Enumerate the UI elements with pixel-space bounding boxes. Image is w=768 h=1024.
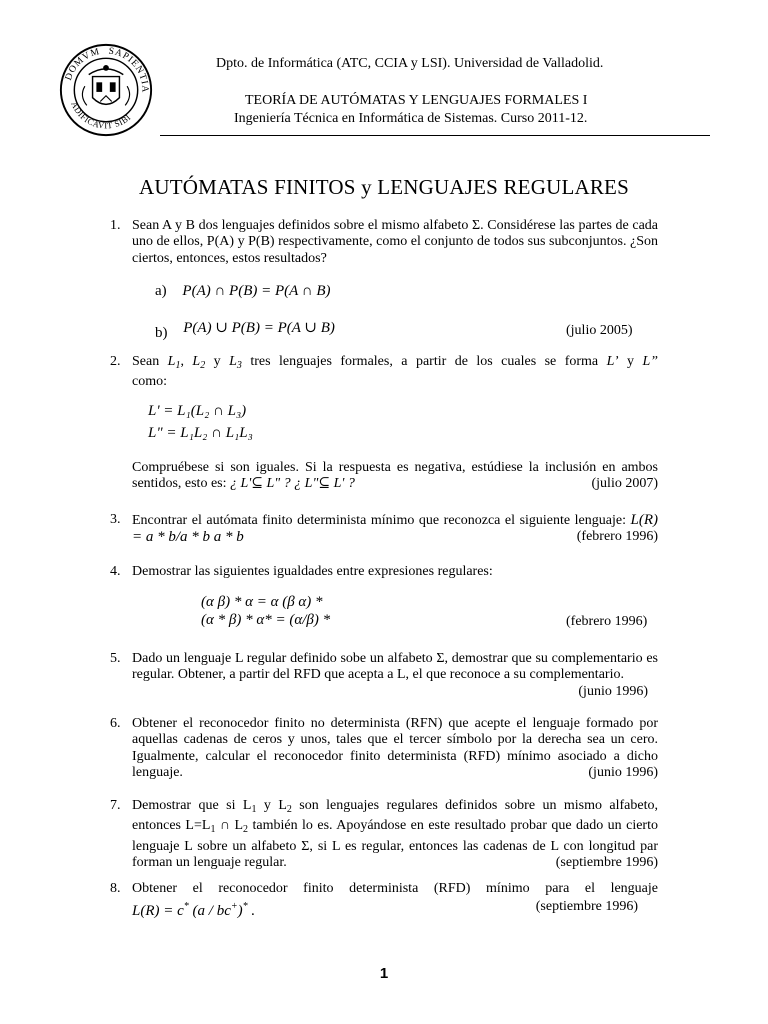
problem-text: Obtener el reconocedor finito no determinista (RFN) que acepte el lenguaje formado por aquellas cadenas de ceros y unos, tales que el tercer símbolo por la derecha sea un cero. Igualmente, calcular el reconocedor finito determinista (RFD) mínimo asociado a dicho lenguaje. <box>132 716 658 781</box>
item-label: a) <box>155 283 167 299</box>
problem-4-formula-1: (α β) * α = α (β α) * <box>201 594 323 610</box>
problem-text: Demostrar las siguientes igualdades entre expresiones regulares: <box>132 564 493 579</box>
header-divider <box>160 135 710 136</box>
problem-1-ref: (julio 2005) <box>566 323 633 338</box>
problem-text: Dado un lenguaje L regular definido sobe un alfabeto Σ, demostrar que su complementario es regular. Obtener, a partir del RFD que acepta a L, el que reconoce a su complementario. <box>132 651 658 683</box>
problem-number: 2. <box>110 354 121 369</box>
problem-formula: L(R) = c* (a / bc+)* . <box>132 901 256 920</box>
problem-number: 8. <box>110 881 121 896</box>
department-line: Dpto. de Informática (ATC, CCIA y LSI). Universidad de Valladolid. <box>216 56 604 71</box>
problem-number: 6. <box>110 716 121 731</box>
page-number: 1 <box>379 965 389 982</box>
problem-formula: L(R) = a * b/a * b a * b <box>132 512 659 546</box>
problem-1-item-b <box>155 318 335 341</box>
problem-2-formula-1: L' = L₁(L₂ ∩ L₃) <box>148 403 247 419</box>
problem-2-ref: (julio 2007) <box>591 476 658 492</box>
seal-text-bottom: ADIFICAVIT SIBI <box>69 100 133 131</box>
seal-text-top: SAPIENTIA <box>107 45 151 94</box>
problem-6 <box>110 716 658 782</box>
problem-8 <box>110 881 658 921</box>
problem-2-followup <box>110 460 658 493</box>
problem-text-cont: como: <box>132 374 167 390</box>
problem-3-ref: (febrero 1996) <box>576 529 658 545</box>
problem-text: Sean A y B dos lenguajes definidos sobre el mismo alfabeto Σ. Considérese las partes de cada uno de ellos, P(A) y P(B) respectivamente, como el conjunto de todos sus subconjuntos. ¿Son ciertos, entonces, estos resultados? <box>132 218 658 266</box>
item-formula: P(A) ∪ P(B) = P(A ∪ B) <box>183 320 335 336</box>
degree-line: Ingeniería Técnica en Informática de Sistemas. Curso 2011-12. <box>234 111 588 126</box>
problem-text: Encontrar el autómata finito determinista mínimo que reconozca el siguiente lenguaje: <box>132 513 626 528</box>
problem-5-ref: (junio 1996) <box>578 683 648 699</box>
problem-number: 7. <box>110 798 121 813</box>
problem-5 <box>110 651 658 700</box>
seal-text-left: DOMVM <box>62 45 102 82</box>
problem-7-ref: (septiembre 1996) <box>555 855 658 871</box>
problem-1 <box>110 218 658 267</box>
problem-text: Compruébese si son iguales. Si la respuesta es negativa, estúdiese la inclusión en ambos sentidos, esto es: <box>132 460 658 492</box>
problem-2 <box>110 354 658 391</box>
problem-4 <box>110 564 658 580</box>
item-label: b) <box>155 325 168 341</box>
problem-number: 5. <box>110 651 121 666</box>
problem-2-formula-2: L" = L₁L₂ ∩ L₁L₃ <box>148 425 253 441</box>
item-formula: P(A) ∩ P(B) = P(A ∩ B) <box>182 283 331 299</box>
problem-number: 3. <box>110 512 121 527</box>
problem-text: Obtener el reconocedor finito determinista (RFD) mínimo para el lenguaje <box>132 881 658 896</box>
problem-8-ref: (septiembre 1996) <box>535 899 638 915</box>
inclusion-question: ¿ L'⊆ L" ? ¿ L"⊆ L' ? <box>230 476 355 492</box>
problem-4-ref: (febrero 1996) <box>566 614 648 629</box>
problem-7: 7. Demostrar que si $L_1$ y $L_2$ son lenguajes regulares definidos sobre un mismo alfabeto, entonces $L=L_1$ ∩ $L_2$ también lo es. Apoyándose en este resultado probar que dado un cierto lenguaje L sobre un alfabeto Σ, si L es regular, entonces las cadenas de L con longitud par forman un lenguaje regular. (septiembre 1996) <box>110 798 658 871</box>
course-title: TEORÍA DE AUTÓMATAS Y LENGUAJES FORMALES I <box>245 93 588 108</box>
problem-number: 4. <box>110 564 121 579</box>
problem-1-item-a <box>155 283 331 300</box>
problem-text: Sean $L_1$, $L_2$ y $L_3$ tres lenguajes formales, a partir de los cuales se forma L’ y L” <box>132 354 659 371</box>
document-title: AUTÓMATAS FINITOS y LENGUAJES REGULARES <box>139 175 629 199</box>
problem-6-ref: (junio 1996) <box>588 765 658 781</box>
problem-3 <box>110 512 658 547</box>
problem-4-formula-2: (α * β) * α* = (α/β) * <box>201 612 331 628</box>
university-seal-icon <box>58 42 154 138</box>
problem-number: 1. <box>110 218 121 233</box>
